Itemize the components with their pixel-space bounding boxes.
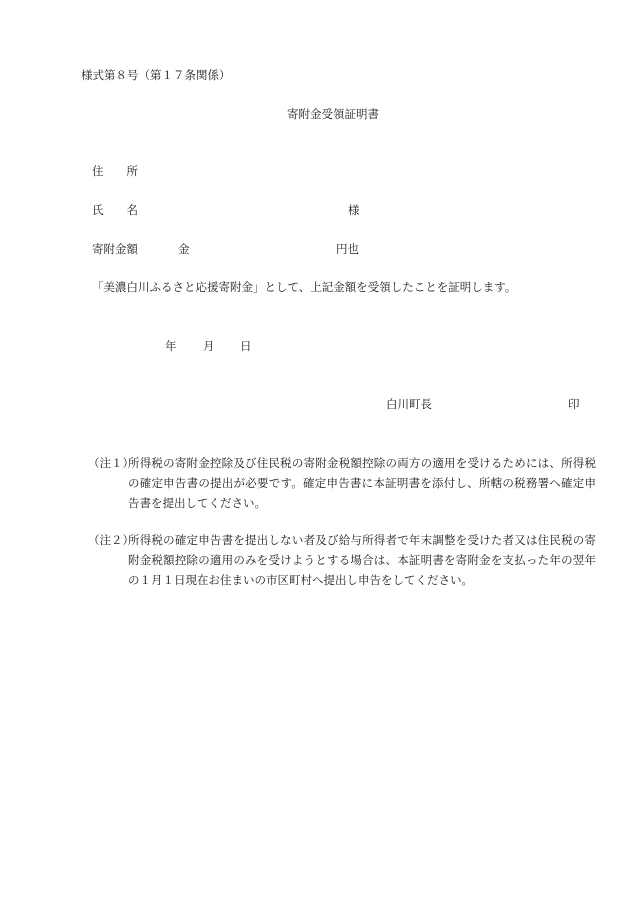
document-title: 寄附金受領証明書 <box>287 107 379 121</box>
amount-suffix: 円也 <box>336 242 359 256</box>
form-number: 様式第８号（第１７条関係） <box>81 68 231 82</box>
note-2-text: 所得税の確定申告書を提出しない者及び給与所得者で年末調整を受けた者又は住民税の寄附金税額控除の適用のみを受けようとする場合は、本証明書を寄附金を支払った年の翌年の１月１日現在お住まいの市区町村へ提出し申告をしてください。 <box>128 533 596 587</box>
note-2 <box>88 530 596 590</box>
seal-mark: 印 <box>568 397 580 411</box>
note-1-text: 所得税の寄附金控除及び住民税の寄附金税額控除の両方の適用を受けるためには、所得税の確定申告書の提出が必要です。確定申告書に本証明書を添付し、所轄の税務署へ確定申告書を提出してください。 <box>128 456 596 510</box>
address-label: 住 所 <box>92 164 138 178</box>
honorific-sama: 様 <box>348 203 360 217</box>
amount-label: 寄附金額 <box>92 242 138 256</box>
note-1-label: （注１） <box>88 456 134 470</box>
note-1 <box>88 453 596 513</box>
issuer-title: 白川町長 <box>386 397 432 411</box>
note-2-label: （注２） <box>88 533 134 547</box>
amount-prefix: 金 <box>178 242 190 256</box>
certification-statement: 「美濃白川ふるさと応援寄附金」として、上記金額を受領したことを証明します。 <box>92 280 517 294</box>
date-day: 日 <box>240 339 252 353</box>
name-label: 氏 名 <box>92 203 138 217</box>
date-month: 月 <box>203 339 215 353</box>
date-year: 年 <box>165 339 177 353</box>
